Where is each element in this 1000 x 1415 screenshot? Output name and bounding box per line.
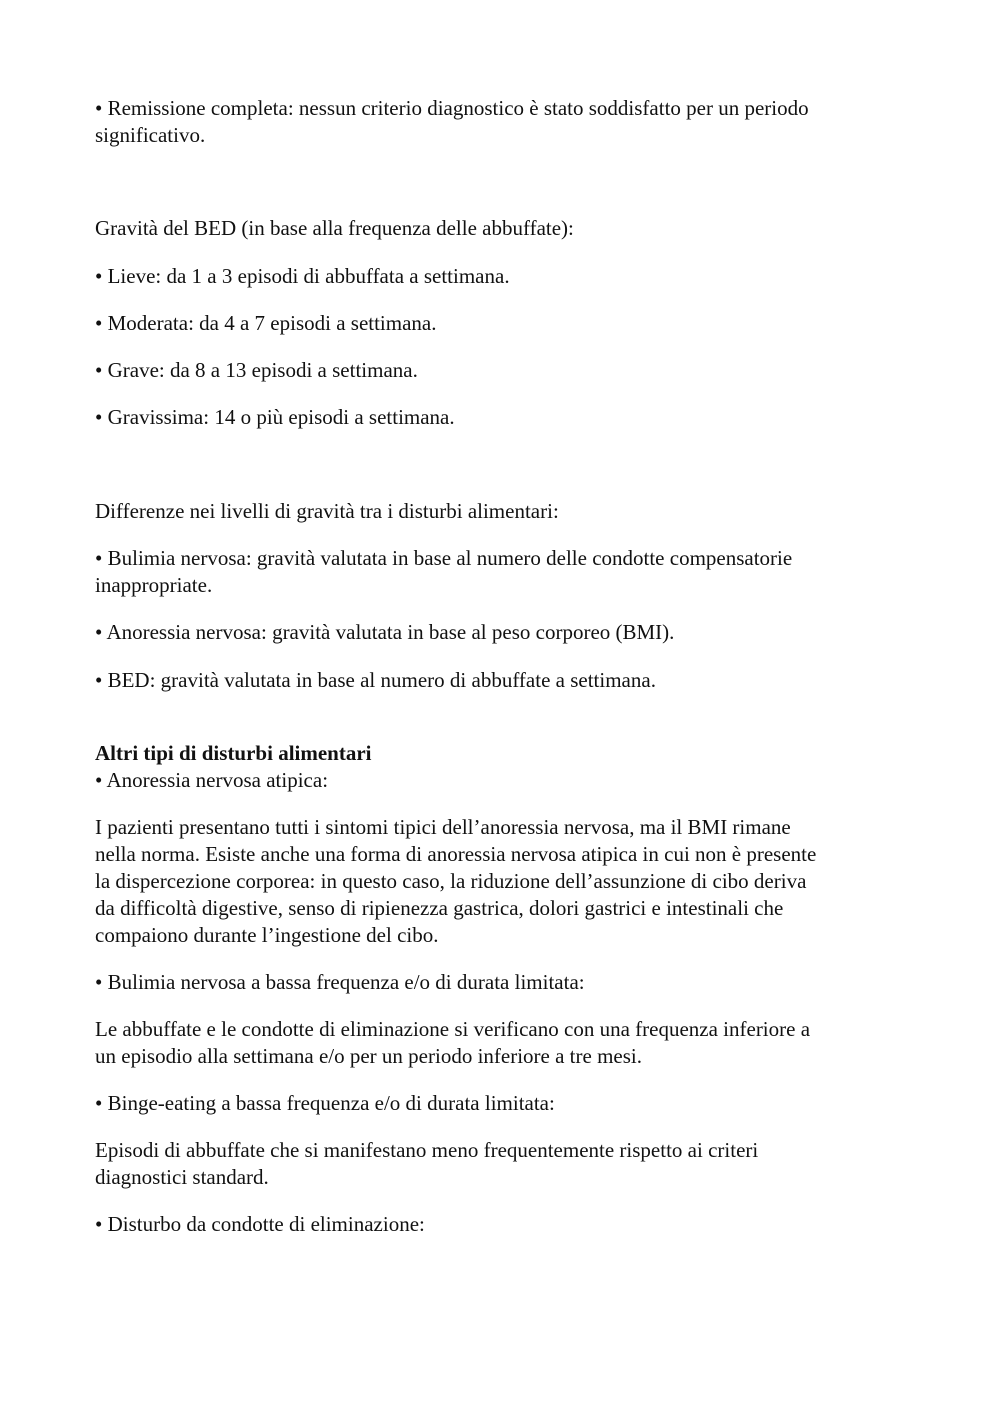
bulimia-severity-line-2: inappropriate. <box>95 573 213 597</box>
binge-eating-paragraph-line-2: diagnostici standard. <box>95 1165 269 1189</box>
bed-severity-heading: Gravità del BED (in base alla frequenza delle abbuffate): <box>95 216 574 240</box>
remission-line-1: • Remissione completa: nessun criterio diagnostico è stato soddisfatto per un periodo <box>95 96 809 120</box>
list-item-low-frequency-binge-eating: • Binge-eating a bassa frequenza e/o di durata limitata: <box>95 1091 555 1115</box>
section-heading-other-disorders: Altri tipi di disturbi alimentari <box>95 741 372 765</box>
list-item-extreme: • Gravissima: 14 o più episodi a settimana. <box>95 405 455 429</box>
list-item-purging-disorder: • Disturbo da condotte di eliminazione: <box>95 1212 425 1236</box>
remission-line-2: significativo. <box>95 123 206 147</box>
atypical-anorexia-paragraph-line-5: compaiono durante l’ingestione del cibo. <box>95 923 439 947</box>
list-item-mild: • Lieve: da 1 a 3 episodi di abbuffata a settimana. <box>95 264 510 288</box>
low-frequency-bulimia-paragraph-line-2: un episodio alla settimana e/o per un periodo inferiore a tre mesi. <box>95 1044 642 1068</box>
atypical-anorexia-paragraph-line-2: nella norma. Esiste anche una forma di anoressia nervosa atipica in cui non è presente <box>95 842 817 866</box>
atypical-anorexia-paragraph-line-3: la dispercezione corporea: in questo caso, la riduzione dell’assunzione di cibo deriva <box>95 869 807 893</box>
bed-severity-line: • BED: gravità valutata in base al numero di abbuffate a settimana. <box>95 668 656 692</box>
atypical-anorexia-paragraph-line-4: da difficoltà digestive, senso di ripienezza gastrica, dolori gastrici e intestinali che <box>95 896 784 920</box>
bulimia-severity-line-1: • Bulimia nervosa: gravità valutata in base al numero delle condotte compensatorie <box>95 546 793 570</box>
low-frequency-bulimia-paragraph-line-1: Le abbuffate e le condotte di eliminazione si verificano con una frequenza inferiore a <box>95 1017 811 1041</box>
binge-eating-paragraph-line-1: Episodi di abbuffate che si manifestano meno frequentemente rispetto ai criteri <box>95 1138 759 1162</box>
list-item-low-frequency-bulimia: • Bulimia nervosa a bassa frequenza e/o di durata limitata: <box>95 970 585 994</box>
anorexia-severity-line: • Anoressia nervosa: gravità valutata in base al peso corporeo (BMI). <box>95 620 675 644</box>
list-item-atypical-anorexia: • Anoressia nervosa atipica: <box>95 768 329 792</box>
list-item-moderate: • Moderata: da 4 a 7 episodi a settimana. <box>95 311 437 335</box>
list-item-severe: • Grave: da 8 a 13 episodi a settimana. <box>95 358 418 382</box>
atypical-anorexia-paragraph-line-1: I pazienti presentano tutti i sintomi tipici dell’anoressia nervosa, ma il BMI rimane <box>95 815 791 839</box>
severity-differences-heading: Differenze nei livelli di gravità tra i disturbi alimentari: <box>95 499 559 523</box>
